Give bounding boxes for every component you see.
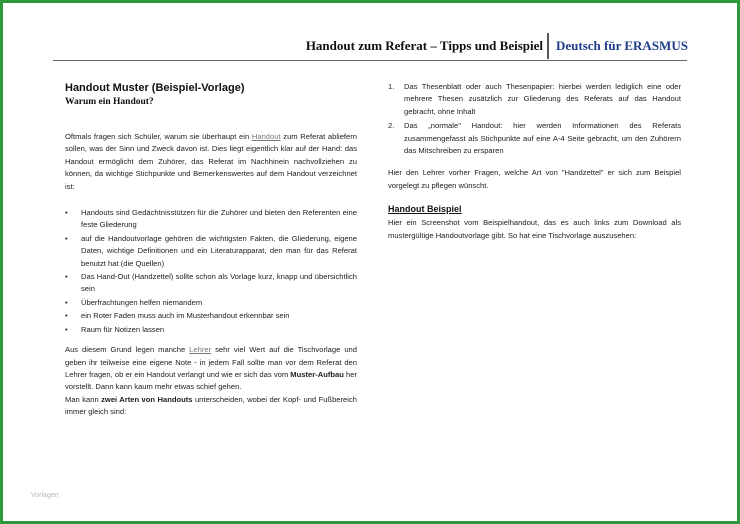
list-item (65, 233, 357, 270)
bullet-icon: • (65, 233, 68, 243)
item-number: 1. (388, 82, 395, 91)
numbered-list (388, 81, 681, 157)
list-item-text: ein Roter Faden muss auch im Musterhandout erkennbar sein (81, 311, 290, 321)
handout-link[interactable]: Handout (251, 132, 281, 141)
types-paragraph (65, 394, 357, 419)
bullet-icon: • (65, 324, 68, 334)
types-text-1: Man kann (65, 394, 102, 404)
intro-text-1: Oftmals fragen sich Schüler, warum sie überhaupt ein (65, 132, 252, 141)
list-item (65, 310, 357, 322)
section-heading: Handout Muster (Beispiel-Vorlage) (65, 82, 245, 94)
list-item-text: Handouts sind Gedächtnisstützen für die Zuhörer und bieten den Referenten eine feste Gliederung (81, 208, 357, 230)
left-column (65, 81, 357, 419)
types-bold: zwei Arten von Handouts (101, 394, 193, 404)
bullet-icon: • (65, 297, 68, 307)
numbered-item (388, 81, 681, 118)
list-item (65, 207, 357, 232)
list-item-text: Das Hand-Out (Handzettel) sollte schon als Vorlage kurz, knapp und übersichtlich sein (81, 272, 357, 294)
watermark: Vorlagen (31, 492, 59, 499)
item-text: Das „normale" Handout: hier werden Informationen des Referats zusammengefasst als Stichpunkte auf eine A-4 Seite gebracht, um den Zuhörern das Mitschreiben zu ersparen (404, 121, 681, 156)
closing-text-3: her vorstellt. Dann kann kaum mehr etwas schief gehen. (65, 369, 357, 392)
list-item (65, 297, 357, 309)
intro-text-2: zum Referat abliefern sollen, was der Sinn und Zweck davon ist. Dies liegt eigentlich klar auf der Hand: das Handout ermöglicht dem Zuhörer, das Referat im Nachhinein nachvollziehen zu können, da wichtige Stichpunkte und Bemerkenswertes auf dem Handout verzeichnet ist: (65, 132, 357, 191)
list-item-text: Raum für Notizen lassen (81, 324, 165, 334)
item-text: Das Thesenblatt oder auch Thesenpapier: hierbei werden lediglich eine oder mehrere Thesen zusätzlich zur Gliederung des Referats auf das Handout gebracht, ohne Inhalt (404, 82, 681, 116)
bullet-icon: • (65, 272, 68, 282)
types-text-2: unterscheiden, wobei der Kopf- und Fußbereich immer gleich sind: (65, 394, 357, 417)
item-number: 2. (388, 121, 395, 131)
list-item (65, 271, 357, 296)
closing-paragraph (65, 344, 357, 394)
intro-paragraph (65, 131, 357, 193)
right-column (388, 81, 681, 242)
lehrer-link[interactable]: Lehrer (189, 345, 212, 355)
page-header (3, 33, 737, 63)
header-brand: Deutsch für ERASMUS (556, 38, 688, 53)
bullet-list (65, 207, 357, 336)
section-subheading: Warum ein Handout? (65, 97, 154, 107)
list-item-text: Überfrachtungen helfen niemandem (81, 297, 203, 307)
advice-paragraph: Hier den Lehrer vorher Fragen, welche Art von "Handzettel" er sich zum Beispiel vorgelegt zu pflegen wünscht. (388, 168, 681, 190)
list-item (65, 324, 357, 336)
numbered-item (388, 120, 681, 157)
header-separator (547, 33, 549, 59)
list-item-text: auf die Handoutvorlage gehören die wichtigsten Fakten, die Gliederung, eigene Daten, wichtige Definitionen und ein Literaturapparat, den man für das Referat benutzt hat (die Quellen) (81, 233, 357, 268)
closing-text-1: Aus diesem Grund legen manche (65, 345, 190, 355)
example-paragraph: Hier ein Screenshot vom Beispielhandout, das es auch links zum Download als mustergültige Handoutvorlage gibt. So hat eine Tischvorlage auszusehen: (388, 218, 681, 240)
header-rule (53, 60, 687, 61)
header-title: Handout zum Referat – Tipps und Beispiel (305, 38, 543, 53)
example-heading: Handout Beispiel (388, 204, 462, 215)
closing-text-2: sehr viel Wert auf die Tischvorlage und geben ihr teilweise eine eigene Note - in jedem Fall sollte man vor dem Referat den Lehrer fragen, ob er ein Handout verlangt und wie er sich das vom (65, 345, 357, 379)
bullet-icon: • (65, 311, 68, 321)
closing-bold-1: Muster-Aufbau (290, 369, 344, 379)
bullet-icon: • (65, 208, 68, 218)
